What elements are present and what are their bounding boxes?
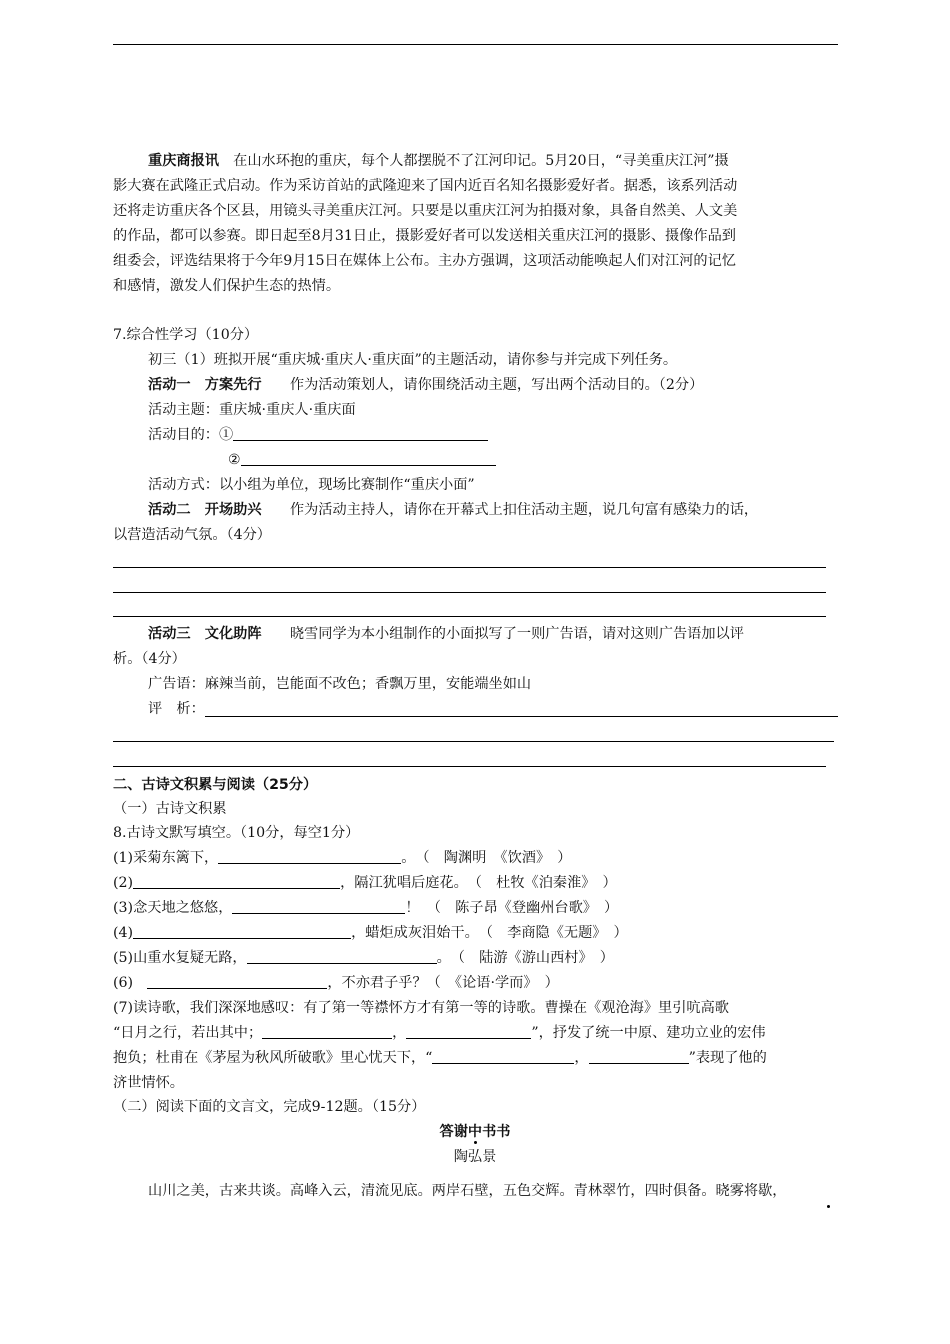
poem-line-5 [113, 948, 614, 968]
activity2-text: 作为活动主持人，请你在开幕式上扣住活动主题，说几句富有感染力的话， [289, 502, 759, 518]
poem-1-a: (1)采菊东篱下， [113, 850, 219, 866]
poem-blank-5[interactable] [247, 949, 437, 964]
classical-text-author: 陶弘景 [453, 1149, 497, 1165]
section2-sub2: （二）阅读下面的文言文，完成9-12题。（15分） [113, 1099, 426, 1115]
poem-1-b: 。 （ 陶渊明 《饮酒》 ） [401, 850, 572, 866]
poem-blank-2[interactable] [133, 874, 340, 889]
emphasis-dot [474, 1141, 477, 1144]
section2-sub1: （一）古诗文积累 [113, 801, 227, 817]
analysis-rule-2[interactable] [113, 741, 834, 742]
poem-7-3c: ”表现了他的 [688, 1050, 767, 1066]
activity2 [148, 500, 758, 520]
news-label: 重庆商报讯 [148, 153, 219, 169]
poem-4-a: (4) [113, 925, 134, 941]
activity-method: 活动方式：以小组为单位，现场比赛制作“重庆小面” [148, 477, 475, 493]
news-text: 在山水环抱的重庆，每个人都摆脱不了江河印记。5月20日，“寻美重庆江河”摄 [233, 153, 729, 169]
poem-7-3b: ， [574, 1050, 589, 1066]
poem-6-b: ，不亦君子乎？（ 《论语·学而》 ） [327, 975, 559, 991]
poem-7-2a: “日月之行，若出其中； [113, 1025, 263, 1041]
poem-blank-4[interactable] [133, 924, 351, 939]
poem-2-b: ，隔江犹唱后庭花。 （ 杜牧《泊秦淮》 ） [340, 875, 617, 891]
poem-blank-1[interactable] [218, 849, 401, 864]
poem-blank-7d[interactable] [589, 1049, 689, 1064]
activity1-text: 作为活动策划人，请你围绕活动主题，写出两个活动目的。（2分） [289, 377, 704, 393]
poem-3-a: (3)念天地之悠悠， [113, 900, 233, 916]
analysis-rule-3[interactable] [113, 766, 826, 767]
poem-blank-3[interactable] [232, 899, 405, 914]
q8-title: 8.古诗文默写填空。（10分，每空1分） [113, 825, 360, 841]
activity1-title: 活动一 方案先行 [148, 377, 262, 393]
classical-text-line-1: 山川之美，古来共谈。高峰入云，清流见底。两岸石壁，五色交辉。青林翠竹，四时俱备。晓雾将歇， [148, 1183, 787, 1199]
news-line-2: 影大赛在武隆正式启动。作为采访首站的武隆迎来了国内近百名知名摄影爱好者。据悉，该系列活动 [113, 178, 738, 194]
purpose-blank-2[interactable] [241, 451, 496, 466]
poem-line-6 [113, 973, 559, 993]
news-line-6: 和感情，激发人们保护生态的热情。 [113, 278, 341, 294]
activity2-title: 活动二 开场助兴 [148, 502, 262, 518]
poem-blank-7b[interactable] [406, 1024, 531, 1039]
poem-5-b: 。 （ 陆游《游山西村》 ） [436, 950, 614, 966]
news-line-5: 组委会，评选结果将于今年9月15日在媒体上公布。主办方强调，这项活动能唤起人们对江河的记忆 [113, 253, 736, 269]
section2-title: 二、古诗文积累与阅读（25分） [113, 777, 318, 793]
news-line-1 [148, 151, 729, 171]
activity3-text: 晓雪同学为本小组制作的小面拟写了一则广告语，请对这则广告语加以评 [289, 626, 744, 642]
poem-2-a: (2) [113, 875, 134, 891]
answer-rule-2[interactable] [113, 592, 826, 593]
header-rule [113, 44, 838, 45]
purpose-blank-1[interactable] [233, 426, 488, 441]
purpose-line-1 [148, 425, 488, 445]
answer-rule-3[interactable] [113, 616, 826, 617]
classical-text-title: 答谢中书书 [439, 1124, 511, 1140]
activity3 [148, 624, 744, 644]
answer-rule-1[interactable] [113, 567, 826, 568]
poem-blank-6[interactable] [147, 974, 327, 989]
activity-theme: 活动主题：重庆城·重庆人·重庆面 [148, 402, 356, 418]
poem-6-a: (6) [113, 975, 134, 991]
analysis-rule-1[interactable] [205, 716, 838, 717]
poem-7-line-2 [113, 1023, 766, 1043]
news-line-4: 的作品，都可以参赛。即日起至8月31日止，摄影爱好者可以发送相关重庆江河的摄影、摄像作品到 [113, 228, 736, 244]
poem-7-2c: ”，抒发了统一中原、建功立业的宏伟 [531, 1025, 766, 1041]
purpose-label: 活动目的： [148, 427, 219, 443]
poem-line-3 [113, 898, 618, 918]
poem-4-b: ，蜡炬成灰泪始干。 （ 李商隐《无题》 ） [351, 925, 628, 941]
poem-blank-7c[interactable] [432, 1049, 574, 1064]
poem-7-line-4: 济世情怀。 [113, 1075, 184, 1091]
news-line-3: 还将走访重庆各个区县，用镜头寻美重庆江河。只要是以重庆江河为拍摄对象，具备自然美、人文美 [113, 203, 738, 219]
activity2-text-2: 以营造活动气氛。（4分） [113, 527, 271, 543]
ad-slogan: 广告语：麻辣当前，岂能面不改色；香飘万里，安能端坐如山 [148, 676, 532, 692]
circle-2: ② [228, 452, 241, 468]
emphasis-dot-2 [827, 1205, 830, 1208]
activity3-title: 活动三 文化助阵 [148, 626, 262, 642]
q7-title: 7.综合性学习（10分） [113, 327, 259, 343]
q7-intro: 初三（1）班拟开展“重庆城·重庆人·重庆面”的主题活动，请你参与并完成下列任务。 [148, 352, 678, 368]
poem-blank-7a[interactable] [262, 1024, 392, 1039]
poem-7-3a: 抱负；杜甫在《茅屋为秋风所破歌》里心忧天下，“ [113, 1050, 433, 1066]
purpose-line-2 [228, 450, 496, 470]
poem-7-line-1: (7)读诗歌，我们深深地感叹：有了第一等襟怀方才有第一等的诗歌。曹操在《观沧海》里引吭高歌 [113, 1000, 729, 1016]
poem-3-b: ！ （ 陈子昂《登幽州台歌》 ） [405, 900, 619, 916]
analysis-label: 评 析： [148, 701, 205, 717]
poem-7-2b: ， [392, 1025, 407, 1041]
poem-7-line-3 [113, 1048, 767, 1068]
poem-5-a: (5)山重水复疑无路， [113, 950, 247, 966]
poem-line-2 [113, 873, 617, 893]
poem-line-4 [113, 923, 628, 943]
circle-1: ① [218, 427, 234, 443]
activity3-text-2: 析。（4分） [113, 651, 186, 667]
activity1 [148, 375, 703, 395]
poem-line-1 [113, 848, 571, 868]
